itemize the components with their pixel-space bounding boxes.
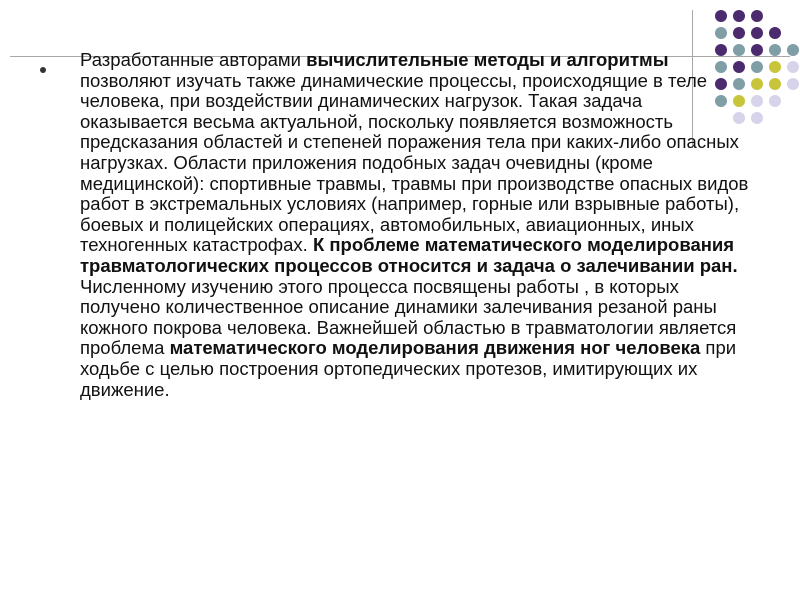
dot <box>787 61 799 73</box>
dot <box>751 78 763 90</box>
bullet-icon <box>40 67 46 73</box>
dot <box>751 44 763 56</box>
body-paragraph <box>80 50 750 400</box>
dot <box>751 112 763 124</box>
dot <box>751 61 763 73</box>
dot <box>769 27 781 39</box>
emphasis-leg-movement: математического моделирования движения ног человека <box>169 337 701 359</box>
dot <box>787 44 799 56</box>
dot <box>733 27 745 39</box>
text-run: Разработанные авторами <box>80 49 307 70</box>
dot <box>733 10 745 22</box>
dot <box>715 10 727 22</box>
dot <box>769 78 781 90</box>
dot <box>769 44 781 56</box>
text-run: позволяют изучать также динамические процессы, происходящие в теле человека, при воздействии динамических нагрузок. Такая задача оказывается весьма актуальной, поскольку появляется возможность предсказания областей и степеней поражения тела при каких-либо опасных нагрузках. Области приложения подобных задач очевидны (кроме медицинской): спортивные травмы, травмы при производстве опасных видов работ в экстремальных условиях (например, горные или взрывные работы), боевых и полицейских операциях, автомобильных, авиационных, иных техногенных катастрофах. <box>80 69 749 256</box>
dot <box>715 27 727 39</box>
dot <box>751 95 763 107</box>
emphasis-methods: вычислительные методы и алгоритмы <box>306 49 669 70</box>
dot <box>751 27 763 39</box>
dot <box>787 78 799 90</box>
text-run: при ходьбе с целью построения ортопедических протезов, имитирующих их движение. <box>80 337 737 400</box>
dot <box>769 95 781 107</box>
dot <box>751 10 763 22</box>
dot <box>769 61 781 73</box>
text-run: Численному изучению этого процесса посвящены работы , в которых получено количественное описание динамики залечивания резаной раны кожного покрова человека. Важнейшей областью в травматологии является проблема <box>80 275 737 359</box>
emphasis-wound-healing: К проблеме математического моделирования травматологических процессов относится и задача о залечивании ран. <box>80 234 738 276</box>
